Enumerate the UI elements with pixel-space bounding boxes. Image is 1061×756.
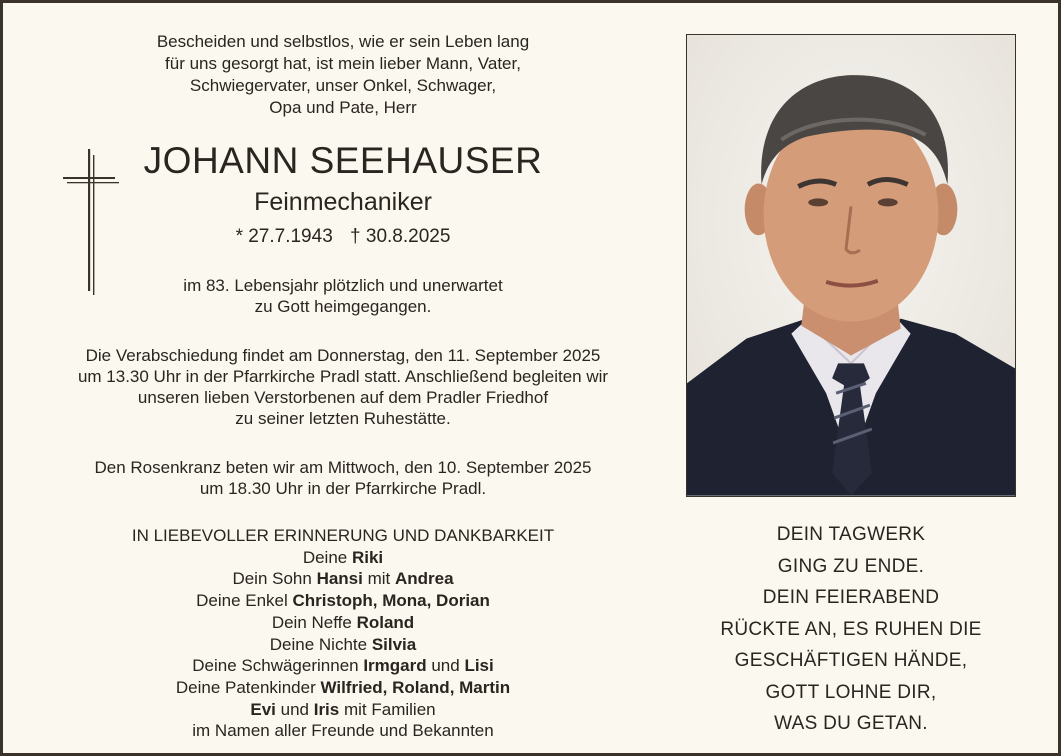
obituary-text [43, 31, 643, 742]
passing-text: im 83. Lebensjahr plötzlich und unerwartet zu Gott heimgegangen. [183, 276, 503, 316]
birth-date: * 27.7.1943 [235, 226, 333, 247]
mourner-line: Deine Schwägerinnen Irmgard und Lisi [192, 656, 494, 676]
farewell-text: Die Verabschiedung findet am Donnerstag, den 11. September 2025 um 13.30 Uhr in der Pfarrkirche Pradl statt. Anschließend begleiten wir unseren lieben Verstorbenen auf dem Pradler Friedhof zu seiner letzten Ruhestätte. [77, 346, 609, 428]
mourner-line: Dein Neffe Roland [271, 612, 415, 632]
deceased-name: JOHANN SEEHAUSER [143, 140, 543, 181]
mourner-line: Deine Riki [302, 547, 384, 567]
mourner-line: Deine Enkel Christoph, Mona, Dorian [196, 591, 490, 611]
intro-text: Bescheiden und selbstlos, wie er sein Leben lang für uns gesorgt hat, ist mein lieber Mann, Vater, Schwiegervater, unser Onkel, Schwager, Opa und Pate, Herr [156, 32, 530, 117]
mourner-line: Deine Patenkinder Wilfried, Roland, Martin [175, 677, 511, 697]
rosary-text: Den Rosenkranz beten wir am Mittwoch, den 10. September 2025 um 18.30 Uhr in der Pfarrkirche Pradl. [94, 458, 592, 498]
memorial-quote: DEIN TAGWERK GING ZU ENDE. DEIN FEIERABEND RÜCKTE AN, ES RUHEN DIE GESCHÄFTIGEN HÄNDE, GOTT LOHNE DIR, WAS DU GETAN. [720, 524, 982, 734]
life-dates [43, 225, 643, 249]
profession: Feinmechaniker [254, 188, 432, 216]
mourners-list [43, 525, 643, 742]
death-date: † 30.8.2025 [350, 226, 451, 247]
mourner-line: Evi und Iris mit Familien [250, 699, 436, 719]
mourners-closing: im Namen aller Freunde und Bekannten [192, 721, 494, 741]
mourner-line: Dein Sohn Hansi mit Andrea [232, 569, 454, 589]
portrait-photo [686, 34, 1016, 497]
mourners-heading: IN LIEBEVOLLER ERINNERUNG UND DANKBARKEIT [131, 526, 555, 545]
mourner-line: Deine Nichte Silvia [269, 634, 417, 654]
